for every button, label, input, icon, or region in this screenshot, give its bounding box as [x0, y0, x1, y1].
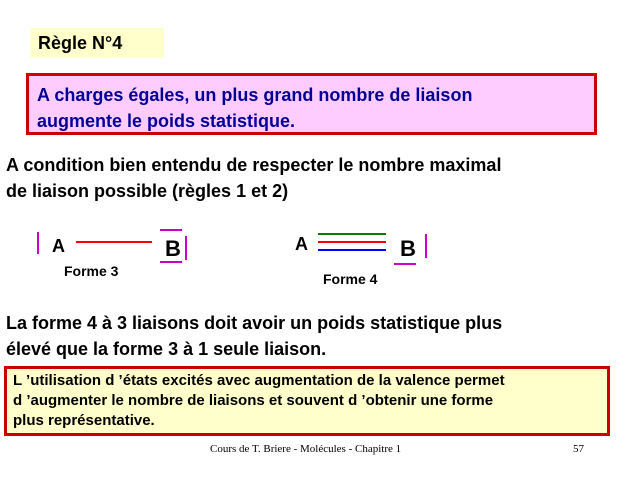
conclusion-line-2: élevé que la forme 3 à 1 seule liaison. — [6, 339, 327, 359]
note-line-3: plus représentative. — [13, 412, 155, 429]
atom-a-form4: A — [295, 234, 308, 254]
condition-line-2: de liaison possible (règles 1 et 2) — [6, 181, 289, 201]
conclusion-line-1: La forme 4 à 3 liaisons doit avoir un poids statistique plus — [6, 313, 503, 333]
conclusion-text — [6, 310, 626, 362]
footer-course: Cours de T. Briere - Molécules - Chapitre 1 — [210, 443, 402, 455]
form-4-label: Forme 4 — [323, 271, 378, 287]
atom-b-form3: B — [165, 236, 181, 261]
condition-text — [6, 152, 626, 204]
atom-a-form3: A — [52, 236, 65, 256]
lewis-structures — [0, 220, 640, 300]
note-box — [4, 366, 610, 436]
rule-statement-box — [26, 73, 597, 135]
condition-line-1: A condition bien entendu de respecter le nombre maximal — [6, 155, 502, 175]
rule-statement-line-1: A charges égales, un plus grand nombre de liaison — [37, 85, 473, 105]
structure-form-4 — [295, 234, 426, 287]
note-line-1: L ’utilisation d ’états excités avec augmentation de la valence permet — [13, 372, 505, 389]
form-3-label: Forme 3 — [64, 263, 119, 279]
rule-title: Règle N°4 — [30, 28, 164, 58]
rule-statement-line-2: augmente le poids statistique. — [37, 111, 296, 131]
atom-b-form4: B — [400, 236, 416, 261]
note-line-2: d ’augmenter le nombre de liaisons et souvent d ’obtenir une forme — [13, 392, 494, 409]
footer-page-number: 57 — [573, 443, 584, 455]
structure-form-3 — [38, 230, 186, 279]
